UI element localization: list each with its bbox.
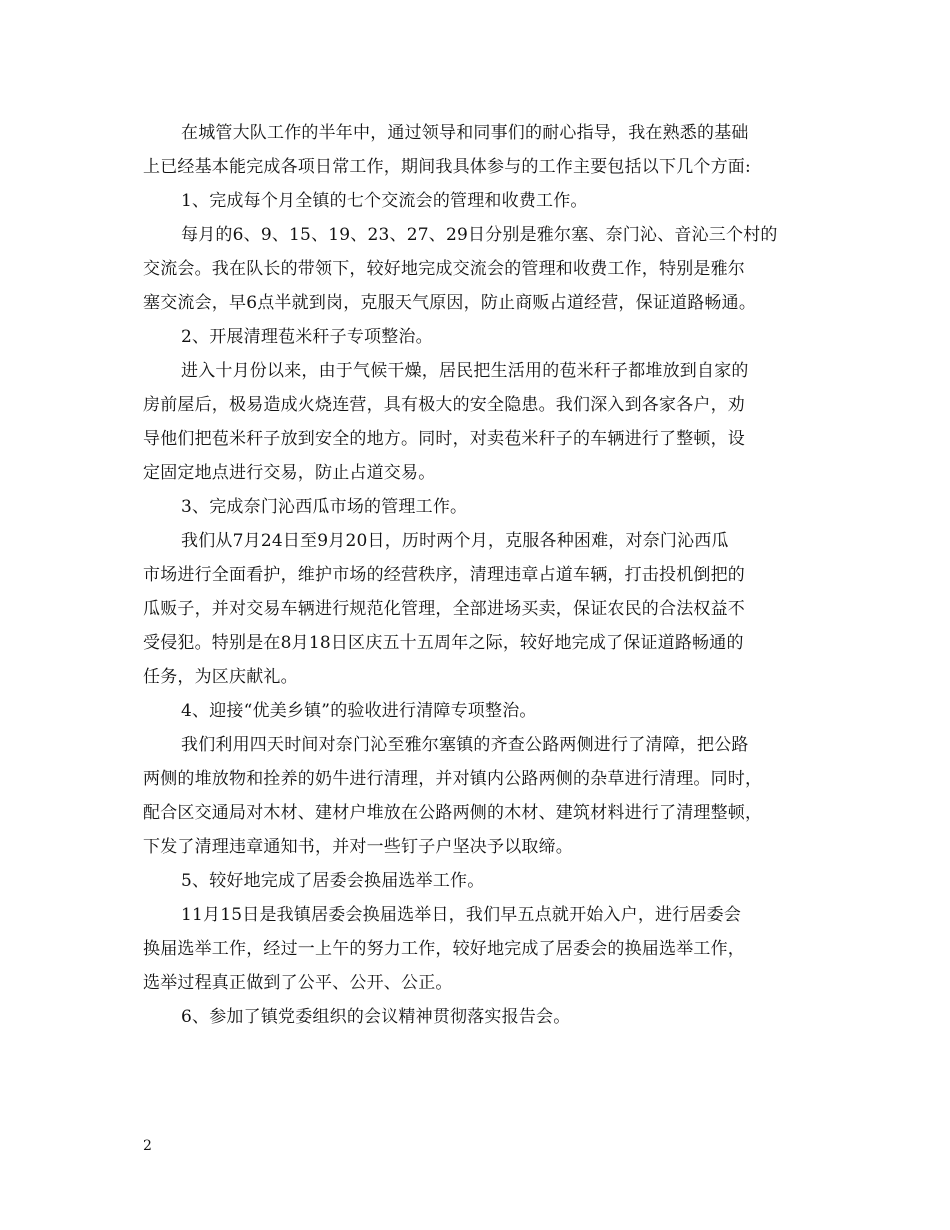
section-heading-2 — [143, 320, 807, 354]
text-line: 塞交流会，早6点半就到岗，克服天气原因，防止商贩占道经营，保证道路畅通。 — [143, 293, 757, 313]
text-line: 11月15日是我镇居委会换届选举日，我们早五点就开始入户，进行居委会 — [181, 905, 742, 925]
text-line: 市场进行全面看护，维护市场的经营秩序，清理违章占道车辆，打击投机倒把的 — [143, 565, 745, 585]
text-line: 我们从7月24日至9月20日，历时两个月，克服各种困难，对奈门沁西瓜 — [181, 531, 729, 551]
text-line: 受侵犯。特别是在8月18日区庆五十五周年之际，较好地完成了保证道路畅通的 — [143, 633, 744, 653]
section-body-1 — [143, 218, 807, 320]
section-heading-3 — [143, 490, 807, 524]
text-line: 换届选举工作，经过一上午的努力工作，较好地完成了居委会的换届选举工作， — [143, 939, 745, 959]
section-heading-5 — [143, 864, 807, 898]
text-line: 上已经基本能完成各项日常工作，期间我具体参与的工作主要包括以下几个方面: — [143, 157, 751, 177]
section-heading-6 — [143, 1000, 807, 1034]
text-line: 在城管大队工作的半年中，通过领导和同事们的耐心指导，我在熟悉的基础 — [181, 123, 749, 143]
section-heading-4 — [143, 694, 807, 728]
section-heading-1 — [143, 184, 807, 218]
text-line: 导他们把苞米秆子放到安全的地方。同时，对卖苞米秆子的车辆进行了整顿，设 — [143, 429, 745, 449]
text-line: 定固定地点进行交易，防止占道交易。 — [143, 463, 436, 483]
text-line: 交流会。我在队长的带领下，较好地完成交流会的管理和收费工作，特别是雅尔 — [143, 259, 745, 279]
text-line: 房前屋后，极易造成火烧连营，具有极大的安全隐患。我们深入到各家各户，劝 — [143, 395, 745, 415]
section-body-5 — [143, 898, 807, 1000]
text-line: 两侧的堆放物和拴养的奶牛进行清理，并对镇内公路两侧的杂草进行清理。同时， — [143, 769, 763, 789]
section-body-4 — [143, 728, 807, 864]
text-line: 3、完成奈门沁西瓜市场的管理工作。 — [181, 497, 468, 517]
text-line: 5、较好地完成了居委会换届选举工作。 — [181, 871, 485, 891]
text-line: 下发了清理违章通知书，并对一些钉子户坚决予以取缔。 — [143, 837, 573, 857]
text-line: 1、完成每个月全镇的七个交流会的管理和收费工作。 — [181, 191, 588, 211]
text-line: 我们利用四天时间对奈门沁至雅尔塞镇的齐查公路两侧进行了清障，把公路 — [181, 735, 749, 755]
page-number: 2 — [143, 1138, 152, 1154]
text-line: 2、开展清理苞米秆子专项整治。 — [181, 327, 433, 347]
text-line: 选举过程真正做到了公平、公开、公正。 — [143, 973, 453, 993]
text-line: 任务，为区庆献礼。 — [143, 667, 298, 687]
text-line: 4、迎接“优美乡镇”的验收进行清障专项整治。 — [181, 701, 537, 721]
text-line: 每月的6、9、15、19、23、27、29日分别是雅尔塞、奈门沁、音沁三个村的 — [181, 225, 778, 245]
text-line: 6、参加了镇党委组织的会议精神贯彻落实报告会。 — [181, 1007, 571, 1027]
text-line: 瓜贩子，并对交易车辆进行规范化管理，全部进场买卖，保证农民的合法权益不 — [143, 599, 745, 619]
section-body-3 — [143, 524, 807, 694]
section-body-2 — [143, 354, 807, 490]
text-line: 配合区交通局对木材、建材户堆放在公路两侧的木材、建筑材料进行了清理整顿， — [143, 803, 763, 823]
text-line: 进入十月份以来，由于气候干燥，居民把生活用的苞米秆子都堆放到自家的 — [181, 361, 749, 381]
intro-paragraph — [143, 116, 807, 184]
document-body — [143, 116, 807, 1034]
